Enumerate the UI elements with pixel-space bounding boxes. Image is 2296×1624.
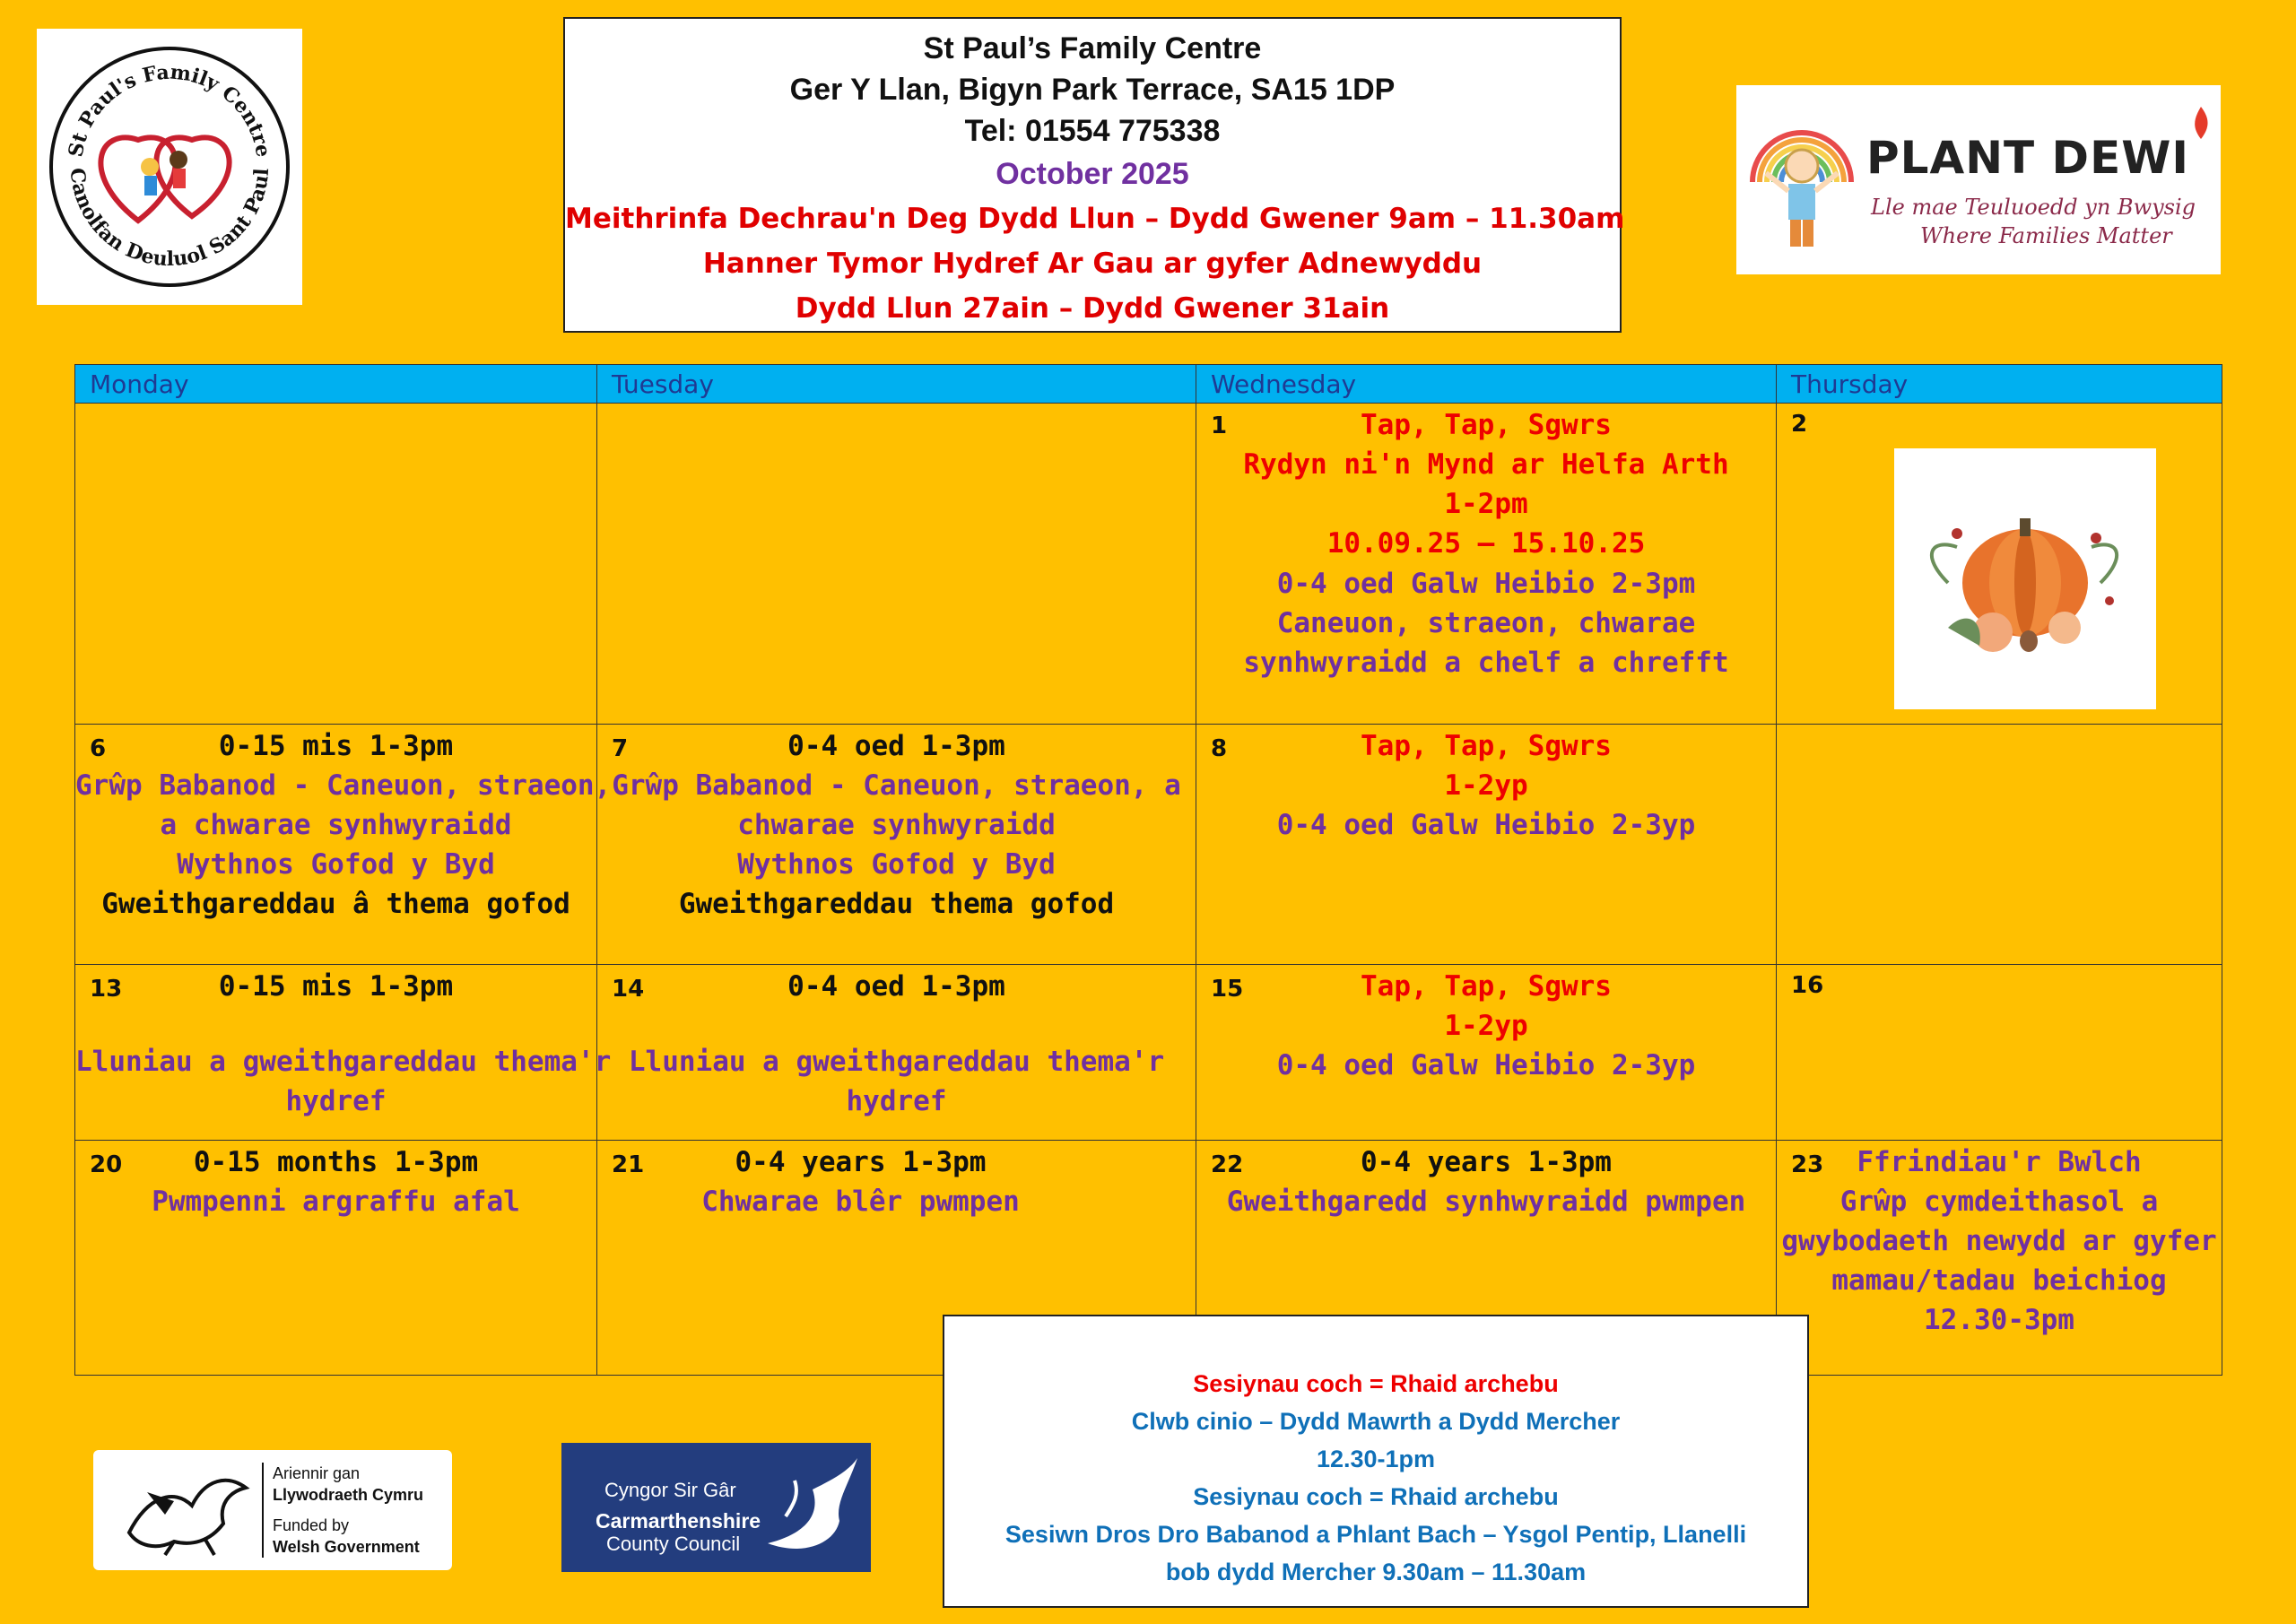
column-header-thursday: Thursday [1777, 365, 2222, 403]
legend-line-1: Sesiynau coch = Rhaid archebu [1193, 1370, 1559, 1397]
event-line: Ffrindiau'r Bwlch [1857, 1146, 2142, 1178]
event-line: Wythnos Gofod y Byd [177, 848, 495, 881]
event-line: Gweithgareddau thema gofod [678, 888, 1115, 920]
event-line: Pwmpenni argraffu afal [152, 1185, 520, 1218]
flame-icon [2189, 105, 2213, 141]
carm-line-1: Cyngor Sir Gâr [604, 1479, 736, 1501]
day-number: 14 [612, 976, 645, 1003]
rainbow-child-icon [1744, 101, 1860, 263]
event-line: Tap, Tap, Sgwrs [1361, 409, 1612, 441]
welsh-dragon-icon [120, 1461, 255, 1559]
welsh-gov-line-1: Ariennir gan [273, 1464, 361, 1482]
event-line: Lluniau a gweithgareddau thema'r [628, 1046, 1165, 1078]
day-number: 8 [1211, 735, 1228, 762]
month-title: October 2025 [996, 157, 1189, 191]
event-line: 0-15 months 1-3pm [193, 1146, 479, 1178]
welsh-gov-line-4: Welsh Government [273, 1538, 420, 1556]
event-line: mamau/tadau beichiog [1831, 1264, 2167, 1297]
notice-line-2: Hanner Tymor Hydref Ar Gau ar gyfer Adnewyddu [702, 248, 1483, 280]
event-line: synhwyraidd a chelf a chrefft [1243, 647, 1729, 679]
calendar-cell-oct-16 [1777, 964, 2222, 1140]
day-number: 2 [1791, 411, 1808, 438]
event-line: 0-4 years 1-3pm [735, 1146, 987, 1178]
notice-line-3: Dydd Llun 27ain – Dydd Gwener 31ain [795, 292, 1390, 325]
event-line: Wythnos Gofod y Byd [737, 848, 1056, 881]
plant-dewi-tagline-english: Where Families Matter [1920, 223, 2172, 248]
calendar-cell-oct-6 [75, 724, 612, 964]
calendar-cell-oct-13 [75, 964, 612, 1140]
legend-line-6: bob dydd Mercher 9.30am – 11.30am [1165, 1559, 1587, 1585]
event-line: Grŵp Babanod - Caneuon, straeon, [75, 769, 612, 802]
day-number: 23 [1791, 1151, 1824, 1178]
day-number: 13 [90, 976, 123, 1003]
calendar-cell-oct-8 [1196, 724, 1777, 964]
event-line: a chwarae synhwyraidd [160, 809, 512, 841]
calendar-cell-oct-7 [597, 724, 1196, 964]
legend-line-5: Sesiwn Dros Dro Babanod a Phlant Bach – Ysgol Pentip, Llanelli [1004, 1521, 1747, 1548]
event-line: 0-4 oed Galw Heibio 2-3pm [1276, 568, 1696, 600]
calendar-cell-oct-20 [75, 1140, 597, 1375]
pumpkin-image [1894, 448, 2156, 709]
event-line: Lluniau a gweithgareddau thema'r [75, 1046, 612, 1078]
event-line: Rydyn ni'n Mynd ar Helfa Arth [1243, 448, 1729, 481]
carmarthenshire-logo [561, 1443, 871, 1572]
calendar-cell-oct-15 [1196, 964, 1777, 1140]
centre-phone: Tel: 01554 775338 [964, 114, 1221, 148]
day-number: 22 [1211, 1151, 1244, 1178]
calendar-cell [75, 403, 597, 724]
calendar-cell-oct-14 [597, 964, 1196, 1140]
event-line: Tap, Tap, Sgwrs [1361, 970, 1612, 1003]
legend-line-4: Sesiynau coch = Rhaid archebu [1193, 1483, 1559, 1510]
notice-line-1: Meithrinfa Dechrau'n Deg Dydd Llun – Dydd Gwener 9am – 11.30am [565, 203, 1625, 235]
event-line: 1-2yp [1444, 1010, 1528, 1042]
logo-left-bottom-text: Canolfan Deuluol Sant Paul [65, 167, 274, 272]
event-line: 10.09.25 – 15.10.25 [1326, 527, 1646, 560]
column-header-monday: Monday [75, 365, 597, 403]
legend-line-2: Clwb cinio – Dydd Mawrth a Dydd Mercher [1131, 1408, 1621, 1435]
welsh-government-logo [93, 1450, 452, 1570]
event-line: 0-4 oed 1-3pm [787, 970, 1005, 1003]
dragon-icon [750, 1454, 862, 1561]
plant-dewi-title: PLANT DEWI [1866, 132, 2189, 184]
day-number: 15 [1211, 976, 1244, 1003]
calendar-cell-oct-1 [1196, 403, 1777, 724]
welsh-gov-line-3: Funded by [273, 1516, 350, 1534]
event-line: Caneuon, straeon, chwarae [1276, 607, 1696, 639]
calendar-cell [597, 403, 1196, 724]
event-line: 0-4 oed Galw Heibio 2-3yp [1276, 1049, 1696, 1081]
event-line: 0-15 mis 1-3pm [218, 970, 454, 1003]
event-line: 0-4 oed 1-3pm [787, 730, 1005, 762]
event-line: Chwarae blêr pwmpen [701, 1185, 1020, 1218]
event-line: 0-15 mis 1-3pm [218, 730, 454, 762]
pumpkin-icon [1894, 448, 2156, 709]
column-header-wednesday: Wednesday [1196, 365, 1777, 403]
calendar-cell-oct-9 [1777, 724, 2222, 964]
event-line: 1-2pm [1444, 488, 1528, 520]
event-line: Grŵp cymdeithasol a [1839, 1185, 2159, 1218]
header-info-box [563, 17, 1625, 333]
day-number: 7 [612, 735, 629, 762]
welsh-gov-line-2: Llywodraeth Cymru [273, 1486, 424, 1504]
carm-line-2: Carmarthenshire [596, 1509, 761, 1533]
calendar-cell-oct-23 [1777, 1140, 2222, 1375]
event-line: gwybodaeth newydd ar gyfer [1781, 1225, 2217, 1257]
carm-line-3: County Council [606, 1533, 741, 1555]
event-line: Gweithgaredd synhwyraidd pwmpen [1226, 1185, 1746, 1218]
centre-address: Ger Y Llan, Bigyn Park Terrace, SA15 1DP [789, 73, 1396, 107]
event-line: 12.30-3pm [1924, 1304, 2074, 1336]
day-number: 6 [90, 735, 107, 762]
day-number: 20 [90, 1151, 123, 1178]
event-line: Grŵp Babanod - Caneuon, straeon, a [612, 769, 1181, 802]
legend-box [943, 1315, 1809, 1608]
day-number: 21 [612, 1151, 645, 1178]
event-line: chwarae synhwyraidd [737, 809, 1056, 841]
column-header-tuesday: Tuesday [597, 365, 1196, 403]
logo-left-top-text: St Paul's Family Centre [64, 60, 275, 160]
event-line: 0-4 years 1-3pm [1361, 1146, 1612, 1178]
st-pauls-logo [37, 29, 302, 305]
event-line: 0-4 oed Galw Heibio 2-3yp [1276, 809, 1696, 841]
event-line: Tap, Tap, Sgwrs [1361, 730, 1612, 762]
event-line: 1-2yp [1444, 769, 1528, 802]
plant-dewi-logo [1736, 85, 2221, 274]
event-line: hydref [285, 1085, 387, 1117]
st-pauls-logo-mark [44, 41, 295, 292]
centre-name: St Paul’s Family Centre [923, 31, 1262, 65]
day-number: 16 [1791, 972, 1824, 999]
day-number: 1 [1211, 413, 1228, 439]
event-line: hydref [846, 1085, 947, 1117]
plant-dewi-tagline-welsh: Lle mae Teuluoedd yn Bwysig [1871, 195, 2196, 220]
legend-line-3: 12.30-1pm [1316, 1446, 1436, 1472]
event-line: Gweithgareddau â thema gofod [101, 888, 570, 920]
